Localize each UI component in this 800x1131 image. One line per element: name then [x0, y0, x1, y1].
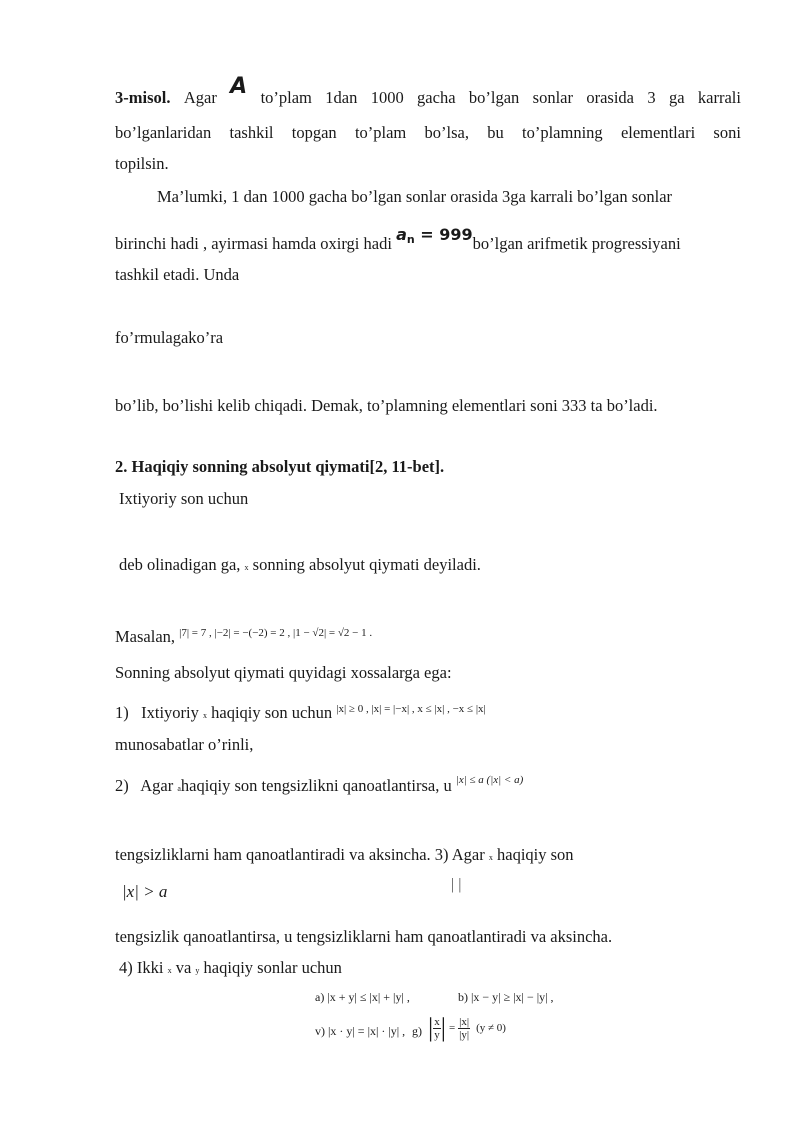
- text: Agar: [140, 776, 174, 795]
- formula-g: [428, 1015, 506, 1041]
- word: bu: [487, 123, 504, 142]
- word: soni: [713, 123, 741, 142]
- fraction-xy: [433, 1016, 441, 1041]
- example3-line1: [115, 74, 741, 114]
- word: 1dan: [325, 88, 358, 107]
- word: bo’lganlaridan: [115, 123, 212, 142]
- text: Masalan,: [115, 627, 176, 646]
- var-y: y: [195, 966, 200, 975]
- var-x: x: [203, 711, 207, 720]
- section2-line2: [119, 555, 481, 575]
- fraction-den: |y|: [459, 1028, 470, 1041]
- word: ga: [668, 88, 685, 107]
- word: 3: [647, 88, 656, 107]
- word: to’plam: [260, 88, 312, 107]
- section-heading: 2. Haqiqiy sonning absolyut qiymati[2, 11-bet].: [115, 457, 445, 476]
- condition: (y ≠ 0): [476, 1022, 506, 1034]
- example3-line2: [115, 123, 741, 143]
- example3-line3: topilsin.: [115, 154, 169, 173]
- property-4: [119, 958, 342, 978]
- text: deb olinadigan ga,: [119, 555, 241, 574]
- word: elementlari: [620, 123, 696, 142]
- text: haqiqiy son uchun: [211, 703, 333, 722]
- example3-line6: tashkil etadi. Unda: [115, 265, 240, 284]
- formula-base: a: [396, 225, 407, 244]
- text: haqiqiy son tengsizlikni qanoatlantirsa, u: [180, 776, 452, 795]
- var-x: x: [167, 966, 172, 975]
- formula-v: v) |x · y| = |x| · |y| ,: [315, 1024, 406, 1038]
- list-number: 2): [115, 776, 129, 795]
- props-intro: Sonning absolyut qiymati quyidagi xossalarga ega:: [115, 663, 452, 682]
- word: karrali: [697, 88, 741, 107]
- text: sonning absolyut qiymati deyiladi.: [252, 555, 481, 574]
- masalan-formula: |7| = 7 , |−2| = −(−2) = 2 , |1 − √2| = √2 − 1 .: [179, 627, 373, 639]
- word: sonlar: [532, 88, 573, 107]
- var-x: x: [244, 563, 249, 572]
- formula-g-label: g): [412, 1024, 422, 1038]
- example3-line8: bo’lib, bo’lishi kelib chiqadi. Demak, to’plamning elementlari soni 333 ta bo’ladi.: [115, 396, 658, 415]
- property-2-formula: |x| ≤ a (|x| < a): [455, 774, 524, 786]
- word: tashkil: [229, 123, 274, 142]
- fraction-num: |x|: [459, 1015, 470, 1028]
- property-2-cont: [115, 845, 574, 865]
- word: to’plam: [354, 123, 407, 142]
- property-1-cont: munosabatlar o’rinli,: [115, 735, 254, 754]
- word: to’plamning: [522, 123, 603, 142]
- word: gacha: [417, 88, 456, 107]
- example3-line5: [115, 225, 681, 255]
- text: tengsizliklarni ham qanoatlantiradi va aksincha. 3) Agar: [115, 845, 485, 864]
- abs-bars: | |: [451, 876, 462, 893]
- fraction-abs: [458, 1016, 470, 1041]
- list-number: 1): [115, 703, 129, 722]
- formula-a: a) |x + y| ≤ |x| + |y| ,: [315, 990, 410, 1004]
- formula-rest: = 999: [420, 225, 473, 244]
- an-formula: [396, 225, 473, 244]
- fraction-num: x: [434, 1015, 440, 1028]
- formula-b: b) |x − y| ≥ |x| − |y| ,: [458, 990, 554, 1004]
- text: birinchi hadi , ayirmasi hamda oxirgi hadi: [115, 234, 392, 253]
- text: bo’lgan arifmetik progressiyani: [472, 234, 681, 253]
- text: haqiqiy son: [497, 845, 574, 864]
- text: va: [175, 958, 192, 977]
- text: 4) Ikki: [119, 958, 164, 977]
- property-1-formula: |x| ≥ 0 , |x| = |−x| , x ≤ |x| , −x ≤ |x|: [336, 703, 486, 715]
- word: bo’lsa,: [424, 123, 469, 142]
- var-a: a: [177, 784, 181, 793]
- abs-bar-right: |: [440, 1013, 446, 1042]
- masalan-line: [115, 627, 372, 647]
- text: Ixtiyoriy: [141, 703, 199, 722]
- var-x: x: [488, 853, 493, 862]
- example3-line7: fo’rmulagako’ra: [115, 328, 224, 347]
- equals-sign: =: [448, 1022, 456, 1034]
- word: 1000: [370, 88, 404, 107]
- formula-sub: n: [406, 233, 415, 246]
- word: bo’lgan: [468, 88, 520, 107]
- property-3-formula: |x| > a: [122, 882, 168, 901]
- property-1: [115, 703, 486, 723]
- word: topgan: [291, 123, 337, 142]
- word: Agar: [183, 88, 217, 107]
- set-a-symbol: A: [230, 74, 248, 99]
- word: orasida: [586, 88, 634, 107]
- abs-bar-left: |: [428, 1013, 434, 1042]
- example3-line4: Ma’lumki, 1 dan 1000 gacha bo’lgan sonlar orasida 3ga karrali bo’lgan sonlar: [157, 187, 673, 206]
- property-3-cont: tengsizlik qanoatlantirsa, u tengsizliklarni ham qanoatlantiradi va aksincha.: [115, 927, 613, 946]
- section2-line1: Ixtiyoriy son uchun: [119, 489, 249, 508]
- fraction-den: y: [434, 1028, 440, 1041]
- example-label: 3-misol.: [115, 88, 171, 107]
- text: haqiqiy sonlar uchun: [203, 958, 342, 977]
- property-2: [115, 776, 523, 796]
